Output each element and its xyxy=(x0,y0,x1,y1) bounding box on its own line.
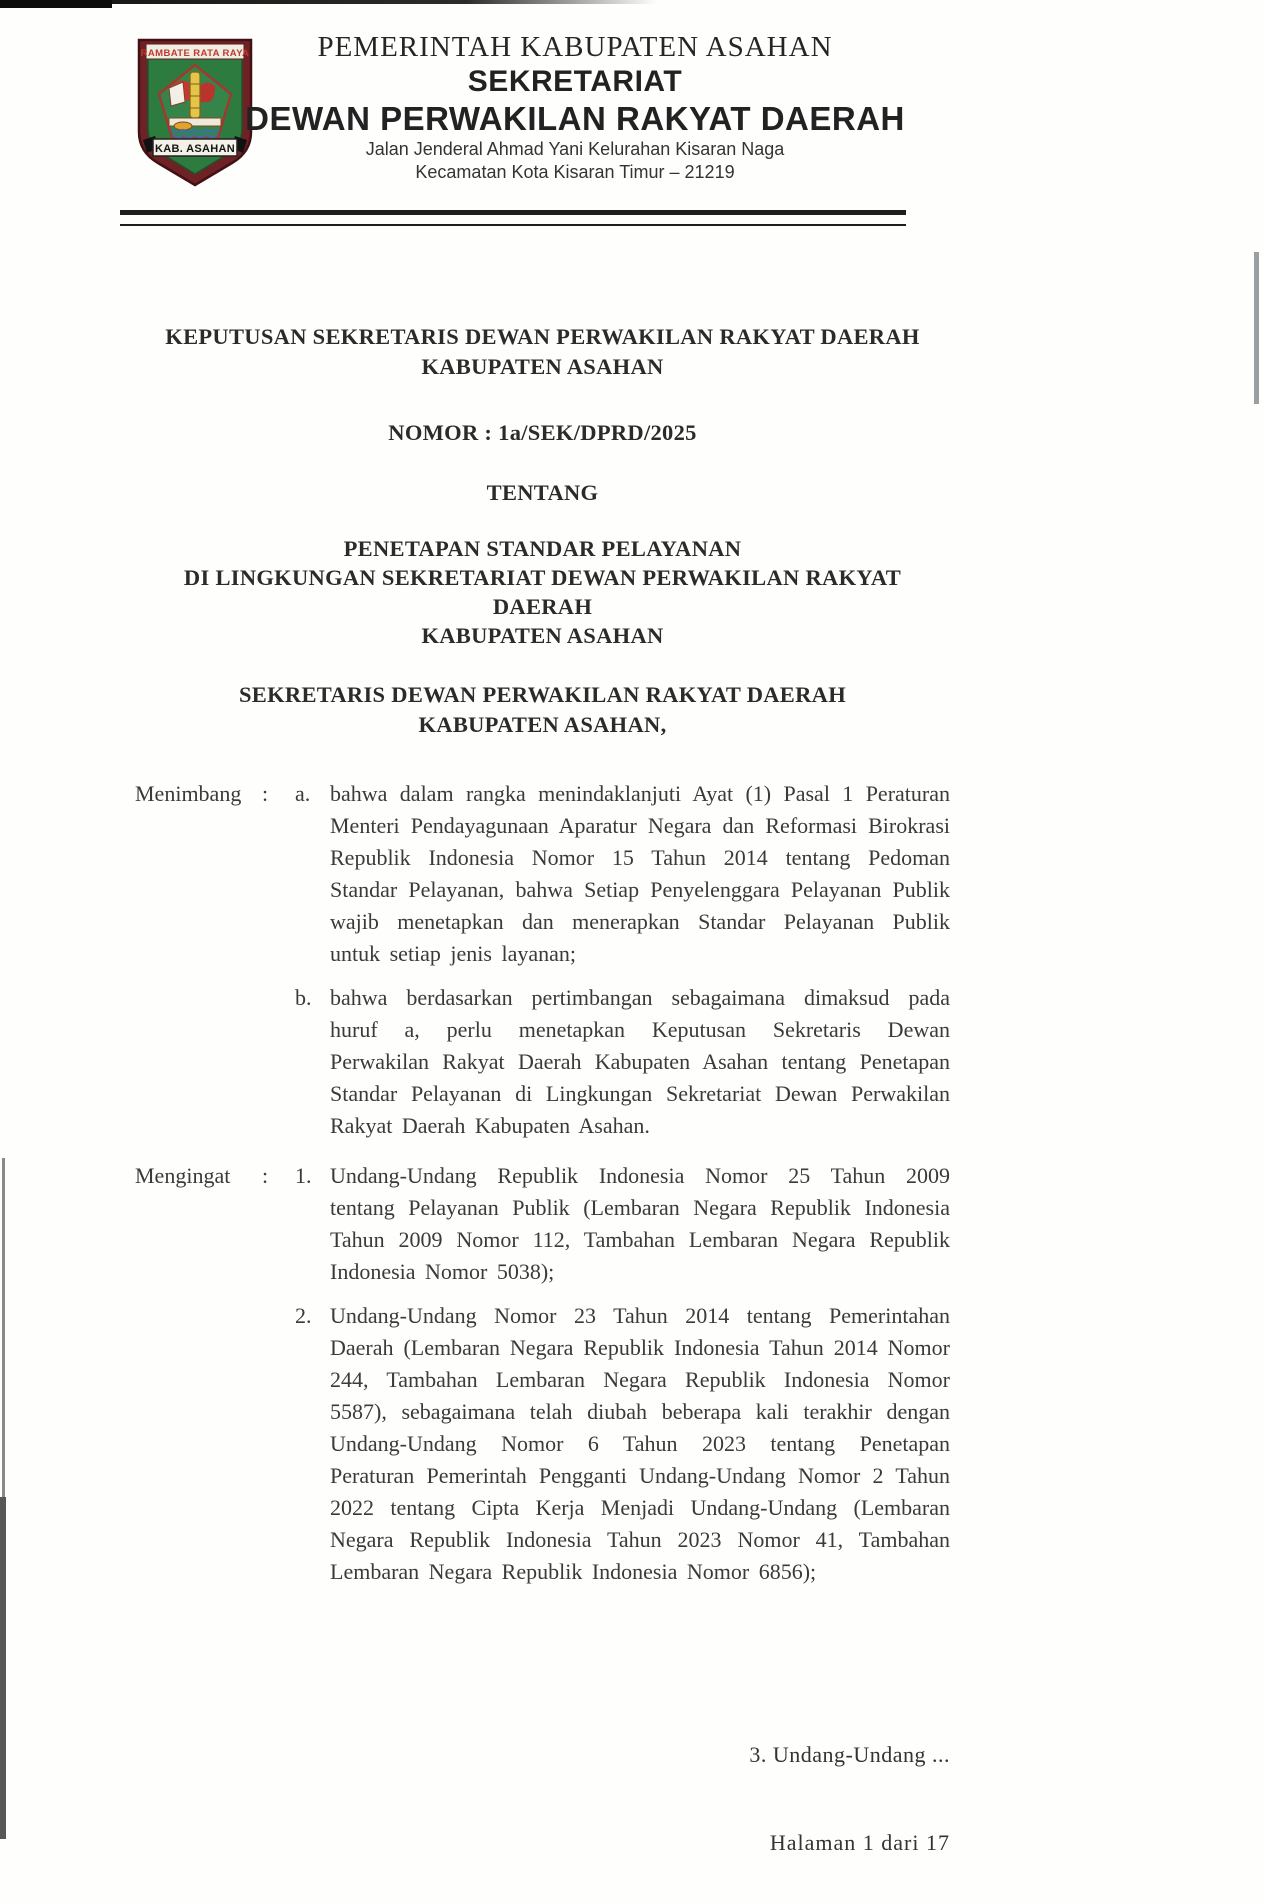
letterhead-secretariat: SEKRETARIAT xyxy=(467,65,683,98)
decree-subject-line1: PENETAPAN STANDAR PELAYANAN xyxy=(343,536,742,561)
mengingat-item-2-text: Undang-Undang Nomor 23 Tahun 2014 tentang Pemerintahan Daerah (Lembaran Negara Republik Indonesia Tahun 2014 Nomor 244, Tambahan Lembaran Negara Republik Indonesia Nomor 5587), sebagaimana telah diubah beberapa kali terakhir dengan Undang-Undang Nomor 6 Tahun 2023 tentang Penetapan Peraturan Pemerintah Pengganti Undang-Undang Nomor 2 Tahun 2022 tentang Cipta Kerja Menjadi Undang-Undang (Lembaran Negara Republik Indonesia Tahun 2023 Nomor 41, Tambahan Lembaran Negara Republik Indonesia Nomor 6856); xyxy=(330,1303,950,1584)
menimbang-label: Menimbang xyxy=(135,781,242,806)
menimbang-item-a-text: bahwa dalam rangka menindaklanjuti Ayat (1) Pasal 1 Peraturan Menteri Pendayagunaan Aparatur Negara dan Reformasi Birokrasi Republik Indonesia Nomor 15 Tahun 2014 tentang Pedoman Standar Pelayanan, bahwa Setiap Penyelenggara Pelayanan Publik wajib menetapkan dan menerapkan Standar Pelayanan Publik untuk setiap jenis layanan; xyxy=(330,781,950,966)
decree-title-line2: KABUPATEN ASAHAN xyxy=(421,354,664,379)
crest-icon xyxy=(133,36,257,188)
scan-artifact-top-fade xyxy=(112,0,657,4)
menimbang-item-b-text: bahwa berdasarkan pertimbangan sebagaimana dimaksud pada huruf a, perlu menetapkan Keputusan Sekretaris Dewan Perwakilan Rakyat Daerah Kabupaten Asahan tentang Penetapan Standar Pelayanan di Lingkungan Sekretariat Dewan Perwakilan Rakyat Daerah Kabupaten Asahan. xyxy=(330,985,950,1138)
decree-body xyxy=(135,322,950,1588)
mengingat-row-2 xyxy=(135,1300,950,1588)
letterhead xyxy=(240,30,910,184)
decree-authority-line1: SEKRETARIS DEWAN PERWAKILAN RAKYAT DAERAH xyxy=(238,682,847,707)
scan-artifact-top xyxy=(0,0,112,8)
menimbang-item-a-marker: a. xyxy=(295,781,311,806)
decree-authority-line2: KABUPATEN ASAHAN, xyxy=(418,712,667,737)
decree-subject-line2: DI LINGKUNGAN SEKRETARIAT DEWAN PERWAKILAN RAKYAT DAERAH xyxy=(183,565,902,619)
decree-subject-line3: KABUPATEN ASAHAN xyxy=(421,623,664,648)
letterhead-government: PEMERINTAH KABUPATEN ASAHAN xyxy=(317,31,833,63)
svg-text:RAMBATE RATA RAYA: RAMBATE RATA RAYA xyxy=(140,48,250,59)
mengingat-item-2-marker: 2. xyxy=(295,1303,312,1328)
scan-artifact-left-edge-thin xyxy=(2,1158,5,1498)
mengingat-item-1-text: Undang-Undang Republik Indonesia Nomor 25 Tahun 2009 tentang Pelayanan Publik (Lembaran Negara Republik Indonesia Tahun 2009 Nomor 112, Tambahan Lembaran Negara Republik Indonesia Nomor 5038); xyxy=(330,1163,950,1284)
svg-text:KAB. ASAHAN: KAB. ASAHAN xyxy=(155,143,235,155)
decree-number: NOMOR : 1a/SEK/DPRD/2025 xyxy=(388,420,697,445)
letterhead-address-line1: Jalan Jenderal Ahmad Yani Kelurahan Kisaran Naga xyxy=(365,139,785,159)
mengingat-colon: : xyxy=(262,1163,269,1188)
decree-tentang: TENTANG xyxy=(486,480,599,505)
letterhead-divider xyxy=(120,210,906,226)
letterhead-address-line2: Kecamatan Kota Kisaran Timur – 21219 xyxy=(415,162,735,182)
scan-artifact-left-edge-thick xyxy=(0,1497,6,1839)
menimbang-item-b-marker: b. xyxy=(295,985,312,1010)
menimbang-row-a xyxy=(135,778,950,970)
mengingat-label: Mengingat xyxy=(135,1163,231,1188)
mengingat-item-1-marker: 1. xyxy=(295,1163,312,1188)
page-number: Halaman 1 dari 17 xyxy=(769,1830,950,1855)
menimbang-colon: : xyxy=(262,781,269,806)
asahan-regency-crest-logo xyxy=(133,36,257,188)
letterhead-institution: DEWAN PERWAKILAN RAKYAT DAERAH xyxy=(245,100,905,137)
scan-artifact-right-edge xyxy=(1254,252,1259,404)
decree-title-line1: KEPUTUSAN SEKRETARIS DEWAN PERWAKILAN RAKYAT DAERAH xyxy=(165,324,920,349)
menimbang-row-b xyxy=(135,982,950,1142)
mengingat-row-1 xyxy=(135,1160,950,1288)
catchword: 3. Undang-Undang ... xyxy=(749,1742,950,1767)
